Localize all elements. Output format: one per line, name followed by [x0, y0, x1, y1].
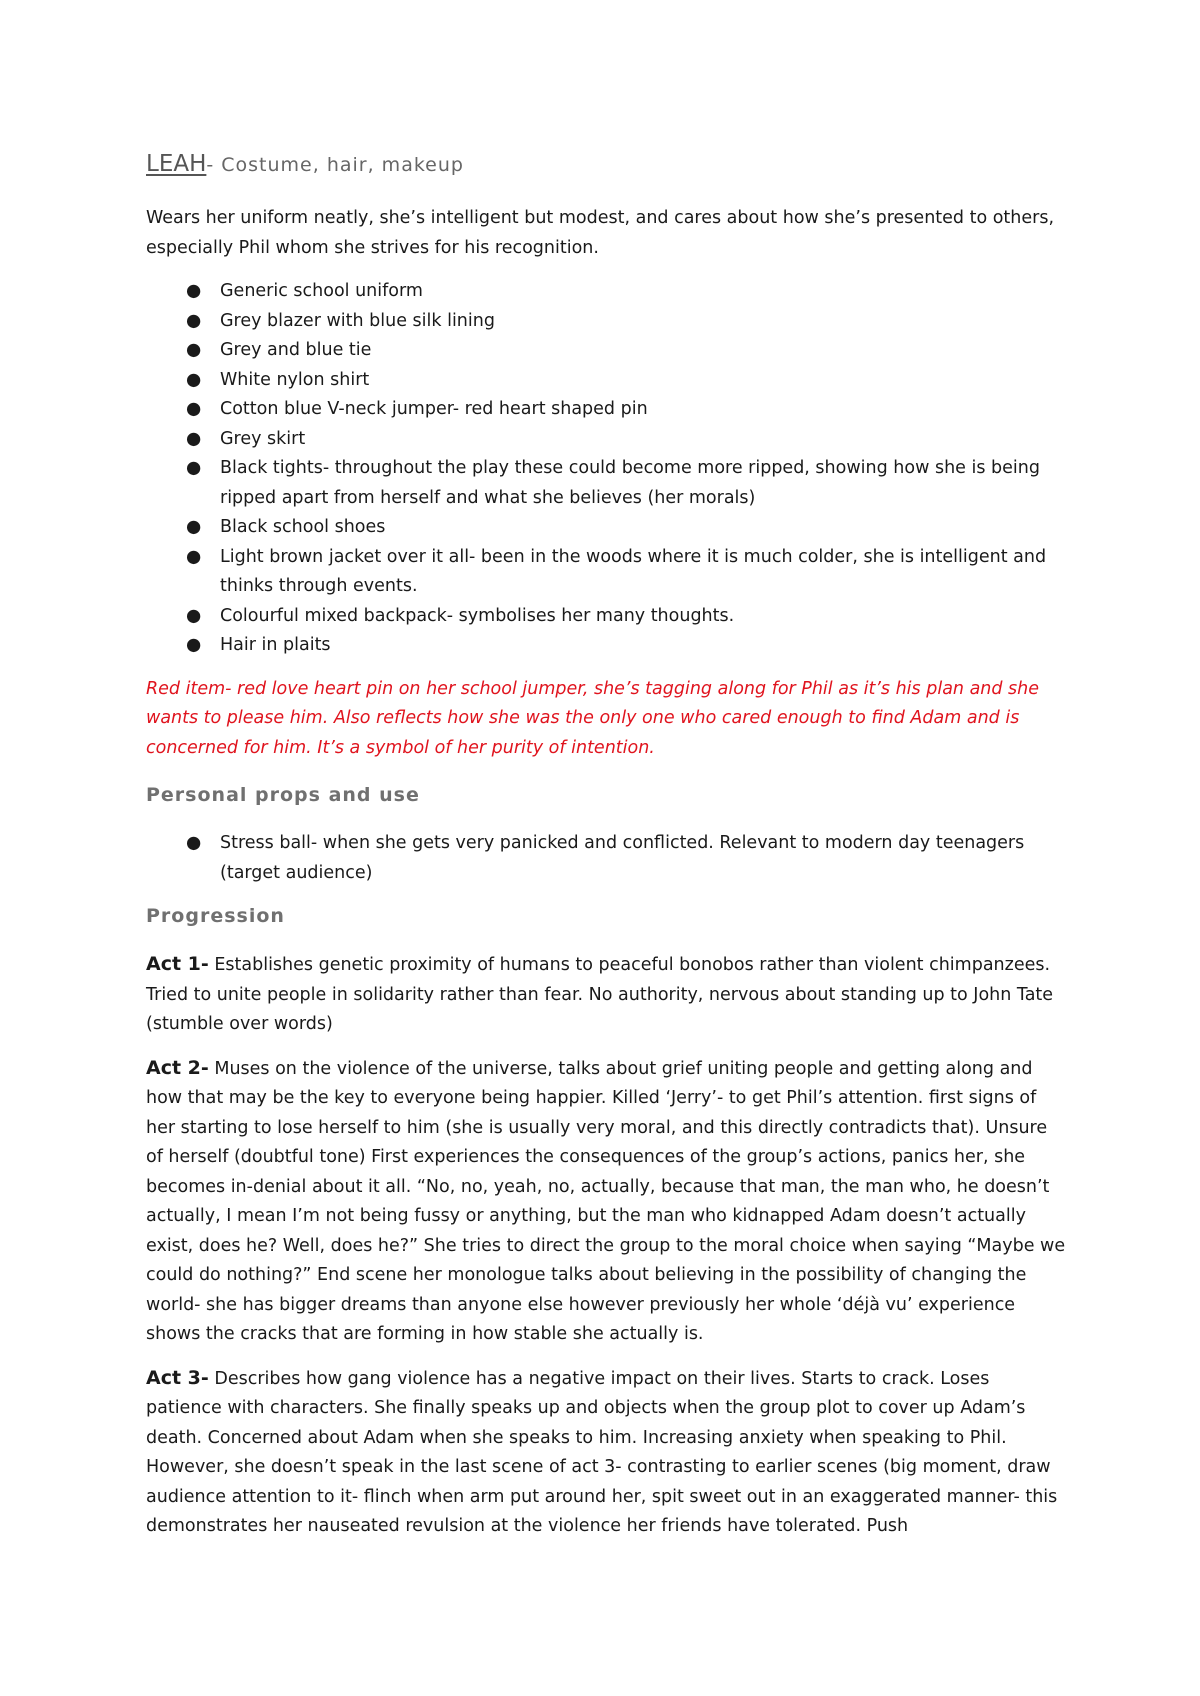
list-item-text: Hair in plaits: [220, 635, 331, 655]
bullet-icon: ●: [186, 310, 202, 331]
act-2-label: Act 2-: [146, 1056, 209, 1079]
list-item-text: Grey skirt: [220, 428, 306, 449]
list-item-text: Colourful mixed backpack- symbolises her many thoughts.: [220, 605, 735, 626]
props-list: [146, 829, 1066, 888]
list-item: [146, 425, 1066, 455]
list-item-text: Cotton blue V-neck jumper- red heart shaped pin: [220, 399, 648, 419]
list-item-text: White nylon shirt: [220, 369, 370, 390]
bullet-icon: ●: [186, 458, 202, 478]
props-heading: Personal props and use: [146, 784, 420, 806]
page-title: [146, 150, 1066, 180]
act-2-text: Muses on the violence of the universe, talks about grief uniting people and getting along and how that may be the key to everyone being happier. Killed ‘Jerry’- to get Phil’s attention. first signs of her starting to lose herself to him (she is usually very moral, and this directly contradicts that). Unsure of herself (doubtful tone) First experiences the consequences of the group’s actions, panics her, she becomes in-denial about it all. “No, no, yeah, no, actually, because that man, the man who, he doesn’t actually, I mean I’m not being fussy or anything, but the man who kidnapped Adam doesn’t actually exist, does he? Well, does he?” She tries to direct the group to the moral choice when saying “Maybe we could do nothing?” End scene her monologue talks about believing in the possibility of changing the world- she has bigger dreams than anyone else however previously her whole ‘déjà vu’ experience shows the cracks that are forming in how stable she actually is.: [146, 1058, 1066, 1344]
list-item: [146, 277, 1066, 307]
bullet-icon: ●: [186, 428, 202, 449]
list-item: [146, 543, 1066, 602]
title-subtitle: - Costume, hair, makeup: [206, 154, 464, 176]
act-3-text: Describes how gang violence has a negative impact on their lives. Starts to crack. Loses patience with characters. She finally speaks up and objects when the group plot to cover up Adam’s death. Concerned about Adam when she speaks to him. Increasing anxiety when speaking to Phil. However, she doesn’t speak in the last scene of act 3- contrasting to earlier scenes (big moment, draw audience attention to it- flinch when arm put around her, spit sweet out in an exaggerated manner- this demonstrates her nauseated revulsion at the violence her friends have tolerated. Push: [146, 1368, 1058, 1536]
list-item: [146, 631, 1066, 661]
act-2-paragraph: [146, 1054, 1066, 1350]
bullet-icon: ●: [186, 281, 202, 301]
list-item-text: Stress ball- when she gets very panicked and conflicted. Relevant to modern day teenagers (target audience): [220, 833, 1025, 883]
list-item: [146, 454, 1066, 513]
list-item: [146, 513, 1066, 543]
list-item: [146, 307, 1066, 337]
act-1-text: Establishes genetic proximity of humans to peaceful bonobos rather than violent chimpanzees. Tried to unite people in solidarity rather than fear. No authority, nervous about standing up to John Tate (stumble over words): [146, 955, 1054, 1034]
act-1-label: Act 1-: [146, 953, 209, 975]
list-item-text: Generic school uniform: [220, 281, 423, 301]
bullet-icon: ●: [186, 369, 202, 390]
progression-heading: Progression: [146, 905, 285, 927]
list-item: [146, 829, 1066, 888]
list-item-text: Black tights- throughout the play these could become more ripped, showing how she is being ripped apart from herself and what she believes (her morals): [220, 458, 1040, 508]
list-item: [146, 602, 1066, 632]
bullet-icon: ●: [186, 340, 202, 360]
bullet-icon: ●: [186, 635, 202, 655]
list-item-text: Grey and blue tie: [220, 340, 372, 360]
act-3-label: Act 3-: [146, 1366, 209, 1389]
list-item: [146, 366, 1066, 396]
red-item-note: Red item- red love heart pin on her school jumper, she’s tagging along for Phil as it’s his plan and she wants to please him. Also reflects how she was the only one who cared enough to find Adam and is concerned for him. It’s a symbol of her purity of intention.: [146, 678, 1040, 758]
list-item-text: Light brown jacket over it all- been in the woods where it is much colder, she is intelligent and thinks through events.: [220, 546, 1047, 596]
document-page: [146, 150, 1066, 1556]
bullet-icon: ●: [186, 546, 202, 567]
act-1-paragraph: [146, 950, 1066, 1040]
list-item: [146, 395, 1066, 425]
act-3-paragraph: [146, 1364, 1066, 1542]
list-item-text: Grey blazer with blue silk lining: [220, 310, 495, 331]
costume-list: [146, 277, 1066, 661]
bullet-icon: ●: [186, 517, 202, 537]
list-item-text: Black school shoes: [220, 517, 386, 537]
bullet-icon: ●: [186, 833, 202, 853]
intro-paragraph: Wears her uniform neatly, she’s intelligent but modest, and cares about how she’s presented to others, especially Phil whom she strives for his recognition.: [146, 208, 1055, 258]
list-item: [146, 336, 1066, 366]
title-main: LEAH: [146, 151, 207, 177]
bullet-icon: ●: [186, 605, 202, 626]
bullet-icon: ●: [186, 399, 202, 419]
